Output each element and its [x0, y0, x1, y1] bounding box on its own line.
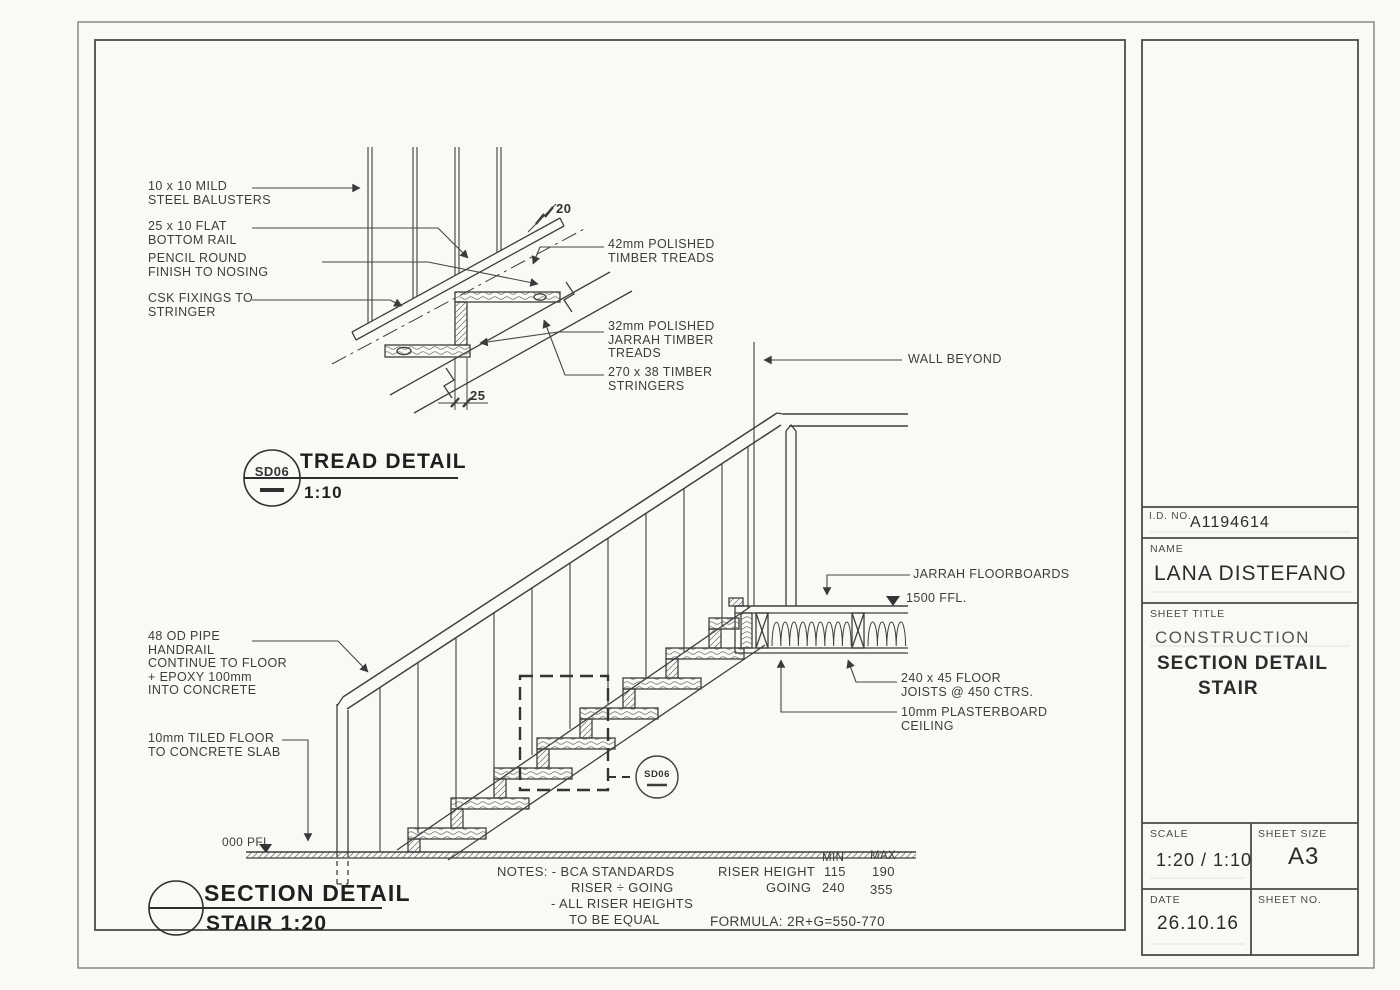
- drawing-area-border: [95, 40, 1125, 930]
- label-line: CSK FIXINGS TO: [148, 291, 254, 305]
- notes-line-4: TO BE EQUAL: [569, 912, 660, 927]
- label-1500-ffl: 1500 FFL.: [906, 591, 967, 605]
- label-pipe-handrail: [148, 630, 287, 698]
- notes-line-2: RISER ÷ GOING: [571, 880, 674, 895]
- tread-detail-drawing: [332, 147, 632, 413]
- label-line: 32mm POLISHED: [608, 319, 715, 333]
- sheet-title-label: SHEET TITLE: [1150, 608, 1225, 620]
- label-line: TIMBER TREADS: [608, 250, 715, 265]
- sheet-size-value: A3: [1288, 843, 1320, 870]
- label-csk-fixings: [148, 292, 253, 319]
- notes-line-3: - ALL RISER HEIGHTS: [551, 896, 694, 911]
- riser-table-row1-min: 115: [824, 864, 846, 879]
- sheet-title-sub: CONSTRUCTION: [1155, 628, 1310, 647]
- notes-line-1: NOTES: - BCA STANDARDS: [497, 864, 675, 879]
- label-plasterboard-ceiling: [901, 706, 1047, 733]
- date-label: DATE: [1150, 894, 1181, 906]
- label-tiled-floor: [148, 732, 281, 759]
- label-steel-balusters: [148, 180, 271, 207]
- notes-formula: FORMULA: 2R+G=550-770: [710, 914, 885, 929]
- scale-value: 1:20 / 1:10: [1156, 850, 1253, 870]
- sheet-borders: [78, 22, 1374, 968]
- label-line: STRINGERS: [608, 378, 685, 393]
- label-floor-joists: [901, 672, 1033, 699]
- label-line: JOISTS @ 450 CTRS.: [901, 684, 1034, 699]
- riser-table-row2-max: 355: [870, 882, 893, 897]
- label-line: 10 x 10 MILD: [148, 179, 228, 193]
- date-value: 26.10.16: [1157, 913, 1239, 934]
- scale-label: SCALE: [1150, 828, 1189, 840]
- label-line: 25 x 10 FLAT: [148, 219, 227, 233]
- stair-drawing: [246, 342, 916, 884]
- label-line: 42mm POLISHED: [608, 237, 715, 251]
- label-line: FINISH TO NOSING: [148, 264, 269, 279]
- label-bottom-rail: [148, 220, 237, 247]
- title-block-guidelines: [1150, 532, 1350, 944]
- label-jarrah-floorboards: JARRAH FLOORBOARDS: [913, 567, 1070, 581]
- tread-detail-title: TREAD DETAIL: [300, 450, 467, 473]
- tread-detail-tag: SD06: [254, 464, 290, 479]
- label-line: 10mm TILED FLOOR: [148, 731, 275, 745]
- tread-detail-scale: 1:10: [304, 483, 343, 502]
- label-line: + EPOXY 100mm: [148, 669, 252, 684]
- label-line: 240 x 45 FLOOR: [901, 671, 1002, 685]
- riser-table-row2-min: 240: [822, 880, 845, 895]
- label-line: TO CONCRETE SLAB: [148, 744, 281, 759]
- name-value: LANA DISTEFANO: [1154, 562, 1347, 585]
- label-000-pfl: 000 PFL: [222, 835, 271, 849]
- label-line: CEILING: [901, 718, 954, 733]
- label-line: CONTINUE TO FLOOR: [148, 656, 287, 670]
- riser-table-col-max: MAX: [870, 850, 897, 862]
- sheet-no-label: SHEET NO.: [1258, 894, 1322, 906]
- name-label: NAME: [1150, 543, 1184, 555]
- label-line: TREADS: [608, 346, 662, 360]
- section-detail-title: SECTION DETAIL: [204, 880, 411, 906]
- riser-table-row1-max: 190: [872, 864, 895, 879]
- dimension-25: 25: [470, 388, 486, 403]
- label-42mm-treads: [608, 238, 715, 265]
- title-block-grid: [1142, 40, 1358, 955]
- id-no-value: A1194614: [1190, 514, 1270, 531]
- label-line: HANDRAIL: [148, 642, 215, 657]
- label-line: BOTTOM RAIL: [148, 232, 237, 247]
- label-line: STEEL BALUSTERS: [148, 192, 271, 207]
- sheet-title-main-1: SECTION DETAIL: [1157, 653, 1328, 674]
- label-line: 10mm PLASTERBOARD: [901, 705, 1048, 719]
- label-line: STRINGER: [148, 304, 216, 319]
- stair-leaders: [252, 360, 910, 841]
- riser-table-row2-label: GOING: [766, 880, 812, 895]
- label-32mm-treads: [608, 320, 715, 361]
- label-line: INTO CONCRETE: [148, 683, 257, 697]
- label-pencil-round: [148, 252, 269, 279]
- label-stringers: [608, 366, 712, 393]
- label-line: 48 OD PIPE: [148, 629, 221, 643]
- label-line: JARRAH TIMBER: [608, 332, 714, 347]
- riser-table-col-min: MIN: [822, 852, 845, 864]
- label-line: PENCIL ROUND: [148, 251, 247, 265]
- dimension-20: 20: [556, 201, 572, 216]
- sheet-title-main-2: STAIR: [1198, 678, 1259, 699]
- sheet-size-label: SHEET SIZE: [1258, 828, 1328, 840]
- detail-marker-sd06: SD06: [644, 769, 670, 780]
- id-no-label: I.D. NO.: [1149, 511, 1192, 522]
- label-wall-beyond: WALL BEYOND: [908, 352, 1002, 366]
- label-line: 270 x 38 TIMBER: [608, 365, 713, 379]
- riser-table-row1-label: RISER HEIGHT: [718, 864, 816, 879]
- section-detail-subtitle: STAIR 1:20: [206, 912, 328, 935]
